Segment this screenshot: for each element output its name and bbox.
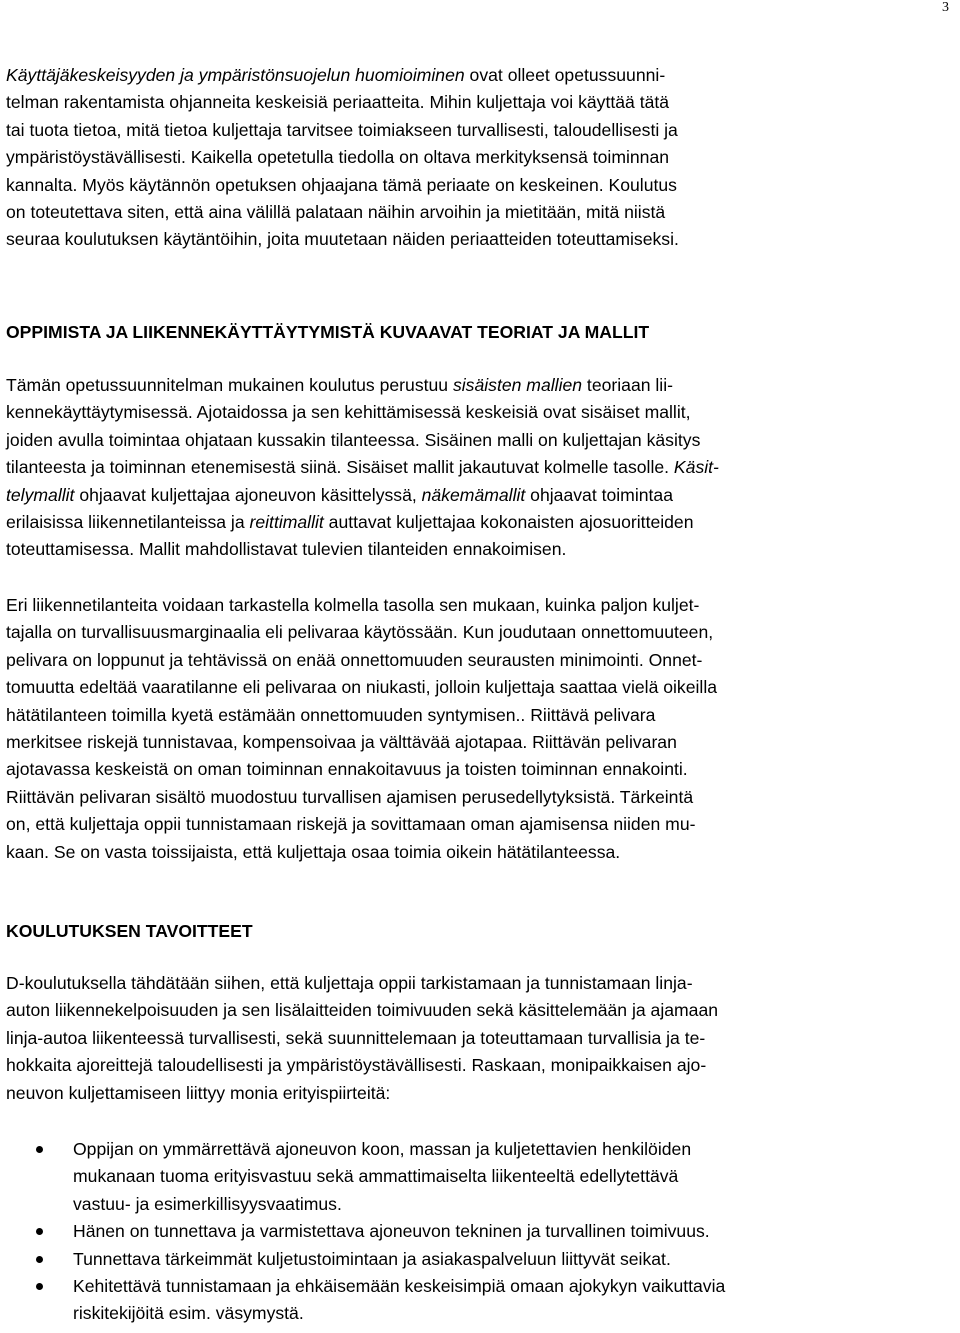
text-line [6, 172, 956, 199]
list-item-line: vastuu- ja esimerkillisyysvaatimus. [73, 1193, 342, 1214]
text-line [6, 592, 956, 619]
text-segment: on toteutettava siten, että aina välillä palataan näihin arvoihin ja mietitään, mitä niistä [6, 201, 666, 222]
text-line [6, 1052, 956, 1079]
text-segment: tajalla on turvallisuusmarginaalia eli pelivaraa käytössään. Kun joudutaan onnettomuuteen, [6, 622, 714, 643]
text-line [6, 427, 956, 454]
text-segment: auton liikennekelpoisuuden ja sen lisälaitteiden toimivuuden sekä käsittelemään ja ajamaan [6, 1000, 719, 1021]
text-line [6, 536, 956, 563]
text-line [6, 62, 956, 89]
text-segment: ohjaavat toimintaa [525, 484, 673, 505]
italic-term: Käyttäjäkeskeisyyden ja ympäristönsuojelun huomioiminen [6, 65, 465, 85]
text-segment: auttavat kuljettajaa kokonaisten ajosuoritteiden [323, 511, 694, 532]
italic-term: sisäisten mallien [452, 375, 583, 395]
text-line [6, 1080, 956, 1107]
text-segment: telman rakentamista ohjanneita keskeisiä periaatteita. Mihin kuljettaja voi käyttää tätä [6, 92, 670, 113]
text-line [6, 702, 956, 729]
list-item-line: Oppijan on ymmärrettävä ajoneuvon koon, massan ja kuljetettavien henkilöiden [73, 1139, 692, 1159]
text-line [6, 89, 956, 116]
text-segment: ovat olleet opetussuunni- [464, 65, 666, 85]
text-segment: teoriaan lii- [582, 375, 673, 395]
list-item-line: mukanaan tuoma erityisvastuu sekä ammattimaiselta liikenteeltä edellytettävä [73, 1166, 679, 1187]
text-segment: kennekäyttäytymisessä. Ajotaidossa ja sen kehittämisessä keskeisiä ovat sisäiset mallit, [6, 402, 691, 423]
text-segment: kannalta. Myös käytännön opetuksen ohjaajana tämä periaate on keskeinen. Koulutus [6, 174, 677, 195]
section-heading-goals-wrap [6, 918, 956, 945]
bullet-list [6, 1136, 956, 1328]
italic-term: Käsit- [673, 457, 719, 478]
paragraph-intro [6, 62, 956, 254]
text-segment: seuraa koulutuksen käytäntöihin, joita muutetaan näiden periaatteiden toteuttamiseksi. [6, 229, 679, 250]
text-segment: toteuttamisessa. Mallit mahdollistavat tulevien tilanteiden ennakoimisen. [6, 539, 567, 560]
text-line [6, 509, 956, 536]
text-segment: ajotavassa keskeistä on oman toiminnan ennakoitavuus ja toisten toiminnan ennakointi. [6, 759, 688, 780]
section-heading-theories-wrap [6, 319, 956, 346]
list-item [6, 1136, 956, 1218]
text-line [6, 199, 956, 226]
text-line [6, 619, 956, 646]
text-segment: tomuutta edeltää vaaratilanne eli pelivaraa on niukasti, jolloin kuljettaja saattaa vielä oikeilla [6, 677, 718, 698]
paragraph-training-goals [6, 970, 956, 1107]
page-number: 3 [942, 0, 949, 15]
text-segment: D-koulutuksella tähdätään siihen, että kuljettaja oppii tarkistamaan ja tunnistamaan linja- [6, 973, 693, 993]
list-item-line: riskitekijöitä esim. väsymystä. [73, 1303, 304, 1324]
text-line [6, 674, 956, 701]
section-heading-theories: OPPIMISTA JA LIIKENNEKÄYTTÄYTYMISTÄ KUVAAVAT TEORIAT JA MALLIT [6, 322, 650, 342]
text-line [6, 1025, 956, 1052]
text-segment: hätätilanteen toimilla kyetä estämään onnettomuuden syntymisen.. Riittävä pelivara [6, 704, 656, 725]
text-segment: linja-autoa liikenteessä turvallisesti, sekä suunnittelemaan ja toteuttamaan turvallisia ja te- [6, 1027, 706, 1048]
text-line [6, 811, 956, 838]
list-item [6, 1273, 956, 1328]
text-line [6, 372, 956, 399]
list-item-line: Hänen on tunnettava ja varmistettava ajoneuvon tekninen ja turvallinen toimivuus. [73, 1221, 710, 1242]
list-item-line: Tunnettava tärkeimmät kuljetustoimintaan ja asiakaspalveluun liittyvät seikat. [73, 1248, 671, 1269]
italic-term: reittimallit [249, 511, 324, 532]
text-segment: tilanteesta ja toiminnan etenemisestä siinä. Sisäiset mallit jakautuvat kolmelle tasolle. [6, 457, 674, 478]
bullet-icon [36, 1228, 43, 1235]
text-segment: Riittävän pelivaran sisältö muodostuu turvallisen ajamisen perusedellytyksistä. Tärkeintä [6, 786, 694, 807]
text-line [6, 997, 956, 1024]
text-segment: erilaisissa liikennetilanteissa ja [6, 511, 250, 532]
text-segment: hokkaita ajoreittejä taloudellisesti ja ympäristöystävällisesti. Raskaan, monipaikkaisen ajo- [6, 1055, 707, 1076]
text-segment: ympäristöystävällisesti. Kaikella opetetulla tiedolla on oltava merkityksensä toiminnan [6, 147, 670, 168]
text-line [6, 784, 956, 811]
text-segment: on, että kuljettaja oppii tunnistamaan riskejä ja sovittamaan oman ajamisensa niiden mu- [6, 814, 696, 835]
italic-term: näkemämallit [421, 484, 526, 505]
text-line [6, 647, 956, 674]
text-line [6, 226, 956, 253]
text-segment: kaan. Se on vasta toissijaista, että kuljettaja osaa toimia oikein hätätilanteessa. [6, 841, 621, 862]
text-segment: merkitsee riskejä tunnistavaa, kompensoivaa ja välttävää ajotapaa. Riittävän pelivaran [6, 731, 677, 752]
paragraph-safety-margin [6, 592, 956, 866]
paragraph-internal-models [6, 372, 956, 564]
text-segment: neuvon kuljettamiseen liittyy monia erityispiirteitä: [6, 1082, 391, 1103]
text-line [6, 482, 956, 509]
text-line [6, 144, 956, 171]
section-heading-goals: KOULUTUKSEN TAVOITTEET [6, 921, 253, 941]
text-segment: joiden avulla toimintaa ohjataan kussakin tilanteessa. Sisäinen malli on kuljettajan käsitys [6, 429, 701, 450]
text-line [6, 756, 956, 783]
list-item-line: Kehitettävä tunnistamaan ja ehkäisemään keskeisimpiä omaan ajokykyn vaikuttavia [73, 1275, 726, 1296]
text-line [6, 970, 956, 997]
bullet-icon [36, 1283, 43, 1290]
text-segment: pelivara on loppunut ja tehtävissä on enää onnettomuuden seurausten minimointi. Onnet- [6, 649, 703, 670]
list-item [6, 1218, 956, 1245]
text-line [6, 454, 956, 481]
text-segment: ohjaavat kuljettajaa ajoneuvon käsittelyssä, [74, 484, 422, 505]
text-line [6, 839, 956, 866]
bullet-icon [36, 1256, 43, 1263]
text-segment: Tämän opetussuunnitelman mukainen koulutus perustuu [6, 375, 453, 395]
text-segment: Eri liikennetilanteita voidaan tarkastella kolmella tasolla sen mukaan, kuinka paljon kuljet- [6, 595, 700, 615]
text-line [6, 729, 956, 756]
italic-term: telymallit [6, 484, 75, 505]
text-line [6, 399, 956, 426]
text-segment: tai tuota tietoa, mitä tietoa kuljettaja tarvitsee toimiakseen turvallisesti, taloudellisesti ja [6, 119, 678, 140]
bullet-icon [36, 1146, 43, 1153]
text-line [6, 117, 956, 144]
list-item [6, 1246, 956, 1273]
